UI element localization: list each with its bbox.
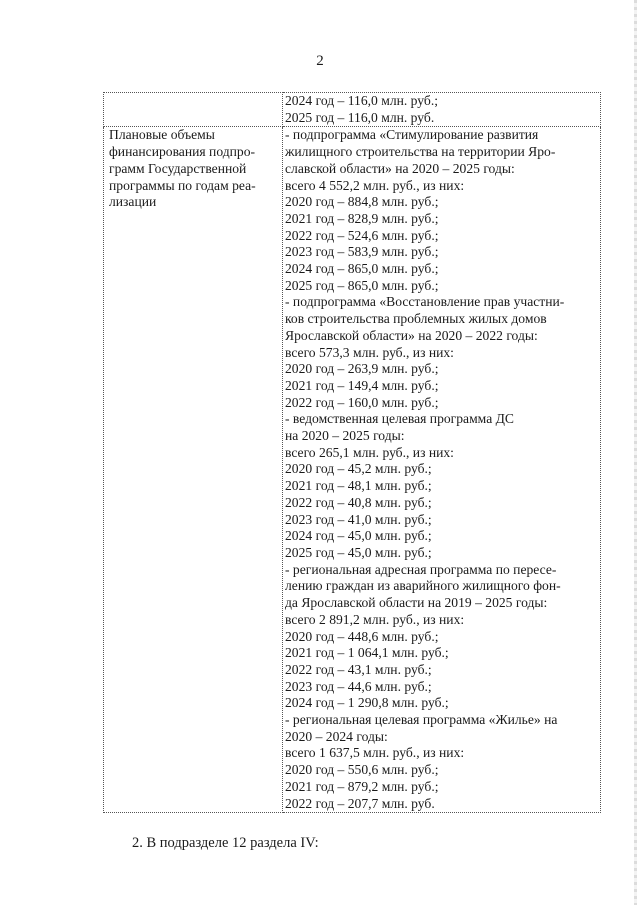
funding-line: - региональная адресная программа по пересе- [285,561,557,577]
funding-line: да Ярославской области на 2019 – 2025 годы: [285,595,548,611]
funding-line: 2020 год – 263,9 млн. руб.; [285,361,439,377]
row-label-line: финансирования подпро- [109,144,256,160]
funding-line: лению граждан из аварийного жилищного фон- [285,578,561,594]
funding-line: 2021 год – 149,4 млн. руб.; [285,377,439,393]
funding-line: 2020 год – 45,2 млн. руб.; [285,461,432,477]
funding-line: 2021 год – 828,9 млн. руб.; [285,210,439,226]
funding-line: 2020 год – 448,6 млн. руб.; [285,628,439,644]
funding-line: - региональная целевая программа «Жилье» на [285,712,558,728]
row-label-line: грамм Государственной [109,160,247,176]
funding-line: 2025 год – 45,0 млн. руб.; [285,544,432,560]
funding-line: 2023 год – 41,0 млн. руб.; [285,511,432,527]
funding-line: 2023 год – 44,6 млн. руб.; [285,678,432,694]
row-label-line: программы по годам реа- [109,177,256,193]
funding-line: 2020 – 2024 годы: [285,728,388,744]
funding-table [103,92,601,813]
funding-line: - подпрограмма «Стимулирование развития [285,127,539,143]
funding-line: жилищного строительства на территории Яро- [285,144,556,160]
funding-line: ков строительства проблемных жилых домов [285,311,547,327]
funding-line: 2025 год – 865,0 млн. руб.; [285,277,439,293]
continuation-row [104,93,601,127]
funding-line: 2022 год – 160,0 млн. руб.; [285,394,439,410]
funding-line: всего 265,1 млн. руб., из них: [285,444,454,460]
funding-line: всего 4 552,2 млн. руб., из них: [285,177,465,193]
row-label-line: Плановые объемы [109,127,215,143]
funding-line: 2022 год – 43,1 млн. руб.; [285,661,432,677]
funding-line: Ярославской области» на 2020 – 2022 годы: [285,327,538,343]
funding-line: 2023 год – 583,9 млн. руб.; [285,244,439,260]
funding-line: всего 573,3 млн. руб., из них: [285,344,454,360]
continuation-line: 2025 год – 116,0 млн. руб. [285,109,435,125]
row-label-cell [104,127,283,813]
page-number: 2 [316,53,324,69]
funding-line: всего 1 637,5 млн. руб., из них: [285,745,465,761]
funding-line: 2020 год – 550,6 млн. руб.; [285,762,439,778]
funding-line: всего 2 891,2 млн. руб., из них: [285,611,465,627]
row-label-line: лизации [109,194,157,210]
funding-line: 2021 год – 1 064,1 млн. руб.; [285,645,449,661]
funding-line: на 2020 – 2025 годы: [285,428,405,444]
funding-line: 2024 год – 865,0 млн. руб.; [285,261,439,277]
continuation-content-cell [283,93,601,127]
continuation-label-cell [104,93,283,127]
scan-edge-artifact [634,0,637,905]
funding-line: - ведомственная целевая программа ДС [285,411,514,427]
funding-line: 2020 год – 884,8 млн. руб.; [285,194,439,210]
continuation-line: 2024 год – 116,0 млн. руб.; [285,93,439,108]
funding-line: 2022 год – 524,6 млн. руб.; [285,227,439,243]
funding-line: славской области» на 2020 – 2025 годы: [285,160,515,176]
planned-funding-row [104,127,601,813]
funding-line: - подпрограмма «Восстановление прав участни- [285,294,565,310]
funding-line: 2022 год – 207,7 млн. руб. [285,795,435,811]
funding-line: 2021 год – 48,1 млн. руб.; [285,478,432,494]
row-content-cell [283,127,601,813]
funding-line: 2024 год – 45,0 млн. руб.; [285,528,432,544]
funding-line: 2024 год – 1 290,8 млн. руб.; [285,695,449,711]
funding-line: 2021 год – 879,2 млн. руб.; [285,778,439,794]
funding-line: 2022 год – 40,8 млн. руб.; [285,494,432,510]
section-instruction: 2. В подразделе 12 раздела IV: [132,835,319,851]
